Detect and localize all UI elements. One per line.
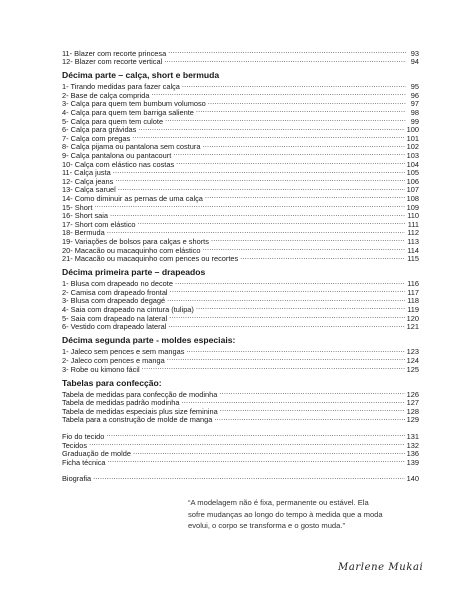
toc-entry-label: 12- Blazer com recorte vertical: [62, 57, 163, 67]
toc-entry-page-number: 109: [406, 202, 419, 212]
toc-entry: [62, 201, 419, 210]
toc-entry-page-number: 139: [406, 457, 419, 467]
dot-leader: [152, 89, 406, 98]
toc-entry: [62, 430, 419, 439]
toc-entry-page-number: 105: [406, 168, 419, 178]
dot-leader: [176, 158, 405, 167]
toc-entry-page-number: 99: [410, 116, 419, 126]
toc-entry-label: Tabela de medidas para confecção de modinha: [62, 389, 218, 399]
toc-entry-page-number: 107: [406, 185, 419, 195]
toc-entry-label: 10- Calça com elástico nas costas: [62, 159, 175, 169]
toc-entry: [62, 132, 419, 141]
toc-entry-label: 3- Calça para quem tem bumbum volumoso: [62, 99, 206, 109]
toc-entry-label: 2- Jaleco com pences e manga: [62, 355, 165, 365]
sections-container: [62, 70, 419, 425]
toc-entry: [62, 141, 419, 150]
toc-entry-label: Graduação de molde: [62, 449, 132, 459]
toc-entry: [62, 81, 419, 90]
dot-leader: [220, 405, 405, 414]
dot-leader: [94, 201, 404, 210]
section-heading: Décima segunda parte - moldes especiais:: [62, 335, 236, 346]
toc-entry: [62, 184, 419, 193]
toc-entry: [62, 115, 419, 124]
toc-entry-label: 13- Calça saruel: [62, 185, 116, 195]
toc-entry-page-number: 102: [406, 142, 419, 152]
toc-entry-label: Tabela de medidas especiais plus size feminina: [62, 406, 218, 416]
toc-entry-label: 18- Bermuda: [62, 228, 105, 238]
toc-entry: [62, 354, 419, 363]
author-signature: Marlene Mukai: [338, 562, 424, 573]
section-heading: Tabelas para confecção:: [62, 377, 162, 388]
toc-entry-label: 7- Calça com pregas: [62, 133, 131, 143]
dot-leader: [202, 141, 404, 150]
toc-entry-label: Tecidos: [62, 440, 88, 450]
toc-entry: [62, 363, 419, 372]
dot-leader: [205, 192, 405, 201]
dot-leader: [214, 414, 404, 423]
toc-entry-page-number: 121: [406, 322, 419, 332]
top-entries-list: [62, 47, 419, 67]
dot-leader: [208, 98, 406, 107]
toc-entry: [62, 286, 419, 295]
toc-entry-page-number: 93: [410, 48, 419, 58]
toc-entry-page-number: 100: [406, 125, 419, 135]
toc-entry-page-number: 94: [410, 57, 419, 67]
toc-entry-page-number: 118: [407, 296, 419, 306]
toc-entry-page-number: 110: [407, 211, 419, 221]
dot-leader: [182, 81, 406, 90]
toc-entry-page-number: 95: [410, 82, 419, 92]
dot-leader: [138, 124, 404, 133]
toc-entry-label: 19- Variações de bolsos para calças e shorts: [62, 236, 209, 246]
toc-entry-page-number: 126: [406, 389, 419, 399]
dot-leader: [169, 312, 404, 321]
dot-leader: [173, 149, 404, 158]
toc-entry-label: 9- Calça pantalona ou pantacourt: [62, 151, 172, 161]
toc-entry-label: 2- Camisa com drapeado frontal: [62, 287, 168, 297]
toc-entry-label: Fio do tecido: [62, 431, 105, 441]
dot-leader: [168, 321, 404, 330]
toc-entry: [62, 346, 419, 355]
toc-entry-page-number: 132: [406, 440, 419, 450]
toc-entry-label: 17- Short com elástico: [62, 219, 136, 229]
toc-entry: [62, 456, 419, 465]
dot-leader: [167, 295, 405, 304]
toc-entry-label: 5- Calça para quem tem culote: [62, 116, 164, 126]
toc-entry: [62, 397, 419, 406]
toc-entry: [62, 253, 419, 262]
toc-entry-page-number: 120: [406, 313, 419, 323]
toc-entry-page-number: 136: [406, 449, 419, 459]
toc-entry: [62, 312, 419, 321]
toc-entry-label: 6- Vestido com drapeado lateral: [62, 322, 167, 332]
dot-leader: [118, 184, 405, 193]
toc-entry-page-number: 116: [407, 279, 419, 289]
toc-entry-label: 11- Blazer com recorte princesa: [62, 48, 167, 58]
toc-entry-page-number: 123: [406, 347, 419, 357]
dot-leader: [196, 106, 406, 115]
toc-entry: [62, 106, 419, 118]
toc-entry-page-number: 101: [406, 133, 419, 143]
toc-entry-label: 3- Robe ou kimono fácil: [62, 364, 140, 374]
toc-entry: [62, 439, 419, 448]
toc-entry-label: 16- Short saia: [62, 211, 109, 221]
toc-entry-page-number: 124: [406, 355, 419, 365]
toc-entry-page-number: 112: [407, 228, 419, 238]
dot-leader: [196, 303, 405, 312]
toc-entry-label: 12- Calça jeans: [62, 176, 114, 186]
toc-entry-label: 4- Calça para quem tem barriga saliente: [62, 108, 194, 118]
toc-entry: [62, 158, 419, 167]
toc-entry-label: 20- Macacão ou macaquinho com elástico: [62, 245, 201, 255]
toc-entry-label: 21- Macacão ou macaquinho com pences ou recortes: [62, 254, 239, 264]
dot-leader: [115, 175, 404, 184]
toc-entry: [62, 321, 419, 330]
dot-leader: [240, 253, 405, 262]
toc-entry-page-number: 106: [406, 176, 419, 186]
toc-entry-label: 4- Saia com drapeado na cintura (tulipa): [62, 305, 194, 315]
toc-entry-label: Tabela de medidas padrão modinha: [62, 398, 180, 408]
toc-entry: [62, 278, 419, 287]
dot-leader: [107, 227, 405, 236]
toc-entry-label: 15- Short: [62, 202, 93, 212]
dot-leader: [219, 388, 404, 397]
toc-entry: [62, 167, 419, 176]
toc-entry-label: Biografia: [62, 474, 92, 484]
toc-entry-label: 14- Como diminuir as pernas de uma calça: [62, 194, 203, 203]
toc-entry-label: 2- Base de calça comprida: [62, 90, 150, 100]
toc-entry-label: 1- Tirando medidas para fazer calça: [62, 82, 180, 92]
toc-entry-page-number: 97: [410, 99, 419, 109]
toc-entry: [62, 89, 419, 98]
toc-entry-page-number: 113: [407, 236, 419, 246]
dot-leader: [106, 430, 404, 439]
toc-entry: [62, 227, 419, 236]
dot-leader: [93, 473, 404, 482]
toc-entry: [62, 405, 419, 414]
toc-entry-page-number: 104: [406, 159, 419, 169]
toc-entry: [62, 124, 419, 133]
section-heading: Décima primeira parte – drapeados: [62, 267, 206, 278]
toc-entry-page-number: 119: [407, 305, 419, 315]
quote-line: evolui, o corpo se transforma e o gosto muda.”: [188, 521, 346, 530]
section-heading: Décima parte – calça, short e bermuda: [62, 70, 220, 81]
toc-entry: [62, 414, 419, 423]
spacer: [62, 465, 419, 473]
toc-entry-page-number: 129: [406, 415, 419, 425]
quote-line: “A modelagem não é fixa, permanente ou estável. Ela: [188, 498, 369, 507]
table-of-contents: [62, 47, 419, 484]
dot-leader: [170, 286, 406, 295]
dot-leader: [168, 47, 406, 56]
dot-leader: [186, 346, 404, 355]
toc-entry: [62, 98, 419, 107]
dot-leader: [202, 244, 405, 253]
toc-entry-label: 3- Blusa com drapeado degagé: [62, 296, 166, 306]
toc-entry-page-number: 96: [410, 90, 419, 100]
dot-leader: [89, 439, 405, 448]
toc-entry-label: Tabela para a construção de molde de manga: [62, 415, 213, 425]
toc-entry-page-number: 108: [406, 194, 419, 203]
dot-leader: [211, 235, 405, 244]
toc-entry: [62, 295, 419, 304]
toc-entry: [62, 218, 419, 227]
toc-entry-page-number: 115: [407, 254, 419, 264]
toc-entry-label: 8- Calça pijama ou pantalona sem costura: [62, 142, 201, 152]
toc-entry: [62, 210, 419, 219]
toc-entry-page-number: 127: [406, 398, 419, 408]
dot-leader: [138, 218, 406, 227]
toc-entry-page-number: 128: [406, 406, 419, 416]
dot-leader: [165, 115, 406, 124]
toc-entry-label: Ficha técnica: [62, 457, 106, 467]
toc-entry-label: 6- Calça para grávidas: [62, 125, 137, 135]
toc-entry: [62, 56, 419, 65]
toc-entry: [62, 303, 419, 315]
toc-entry: [62, 388, 419, 397]
toc-entry: [62, 244, 419, 253]
quote-block: [188, 497, 428, 532]
toc-entry-page-number: 111: [407, 219, 419, 229]
dot-leader: [182, 397, 405, 406]
dot-leader: [164, 56, 406, 65]
toc-entry-page-number: 125: [406, 364, 419, 374]
toc-entry-page-number: 98: [410, 108, 419, 118]
toc-entry-page-number: 140: [406, 474, 419, 484]
toc-entry: [62, 235, 419, 244]
toc-entry-page-number: 103: [406, 151, 419, 161]
toc-entry: [62, 47, 419, 56]
dot-leader: [110, 210, 405, 219]
toc-entry-page-number: 114: [407, 245, 419, 255]
dot-leader: [167, 354, 405, 363]
misc-entries-list: [62, 430, 419, 467]
toc-entry-page-number: 117: [407, 287, 419, 297]
dot-leader: [175, 278, 405, 287]
toc-entry: [62, 448, 419, 457]
dot-leader: [113, 167, 405, 176]
toc-entry-label: 1- Jaleco sem pences e sem mangas: [62, 347, 185, 357]
toc-entry: [62, 192, 419, 201]
dot-leader: [132, 132, 404, 141]
toc-entry: [62, 149, 419, 161]
dot-leader: [142, 363, 405, 372]
toc-entry-label: 1- Blusa com drapeado no decote: [62, 279, 173, 289]
toc-entry: [62, 473, 419, 482]
quote-line: sofre mudanças ao longo do tempo à medida que a moda: [188, 509, 383, 519]
dot-leader: [133, 448, 405, 457]
bio-entry-list: [62, 473, 419, 482]
dot-leader: [108, 456, 405, 465]
toc-entry: [62, 175, 419, 184]
toc-entry-page-number: 131: [406, 431, 419, 441]
toc-entry-label: 11- Calça justa: [62, 168, 111, 178]
toc-entry-label: 5- Saia com drapeado na lateral: [62, 313, 168, 323]
